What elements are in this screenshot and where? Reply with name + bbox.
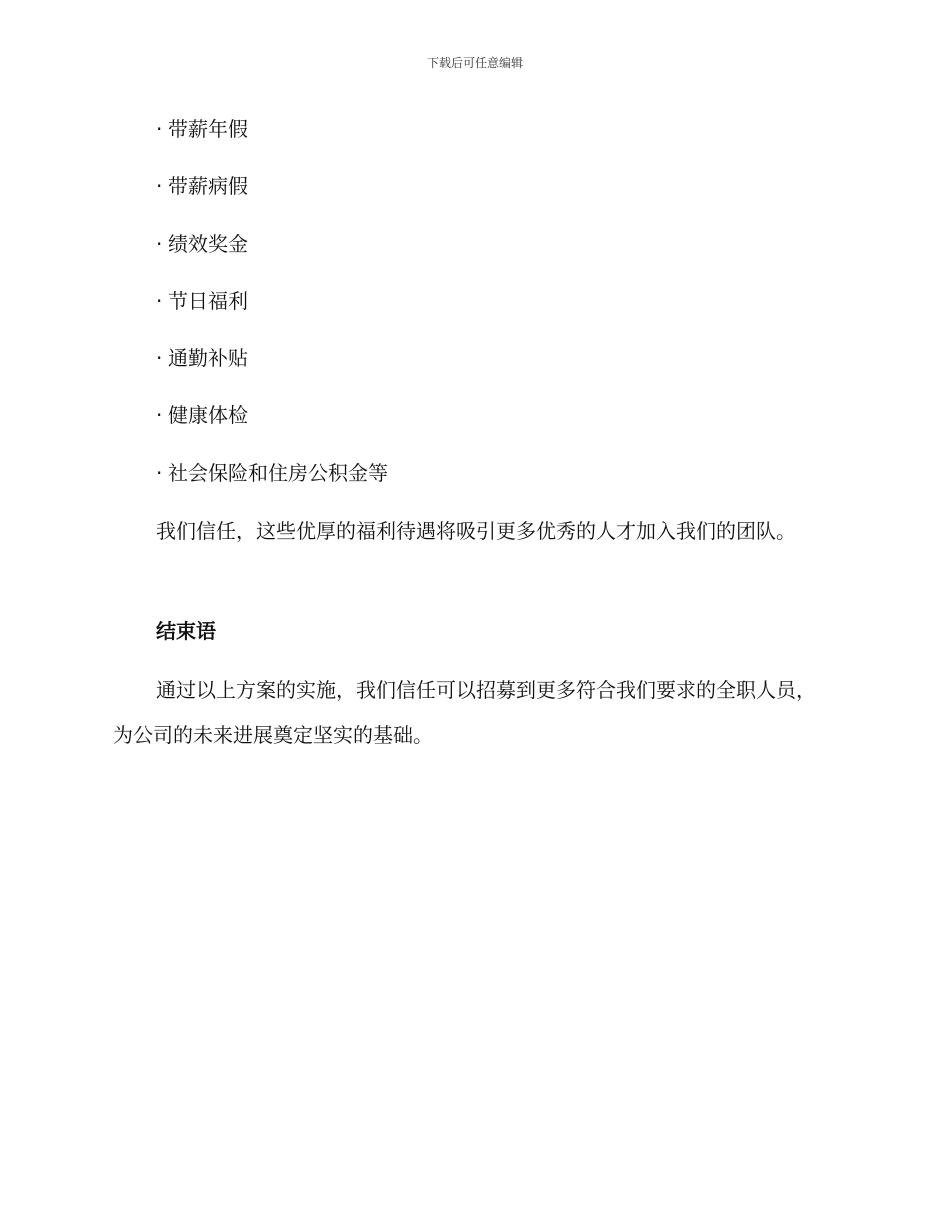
list-item-text: 绩效奖金 [168, 231, 248, 256]
list-item [156, 113, 388, 170]
list-item-text: 健康体检 [168, 403, 248, 428]
benefits-summary-paragraph: 我们信任，这些优厚的福利待遇将吸引更多优秀的人才加入我们的团队。 [156, 519, 796, 543]
header-note: 下载后可任意编辑 [426, 56, 523, 70]
benefit-list [156, 113, 388, 514]
list-item [156, 170, 388, 227]
list-item [156, 285, 388, 342]
list-item [156, 342, 388, 399]
list-item-text: 通勤补贴 [168, 346, 248, 371]
bullet-icon: · [156, 174, 163, 199]
bullet-icon: · [156, 346, 163, 371]
list-item-text: 带薪年假 [168, 117, 248, 141]
bullet-icon: · [156, 403, 163, 428]
bullet-icon: · [156, 288, 163, 313]
list-item [156, 457, 388, 514]
closing-paragraph: 通过以上方案的实施，我们信任可以招募到更多符合我们要求的全职人员，为公司的未来进展奠定坚实的基础。 [113, 678, 816, 747]
bullet-icon: · [156, 117, 163, 141]
closing-heading: 结束语 [156, 619, 216, 643]
list-item-text: 带薪病假 [168, 174, 248, 199]
list-item [156, 228, 388, 285]
list-item [156, 399, 388, 456]
bullet-icon: · [156, 231, 163, 256]
bullet-icon: · [156, 460, 163, 485]
list-item-text: 节日福利 [168, 288, 248, 313]
list-item-text: 社会保险和住房公积金等 [168, 460, 388, 485]
